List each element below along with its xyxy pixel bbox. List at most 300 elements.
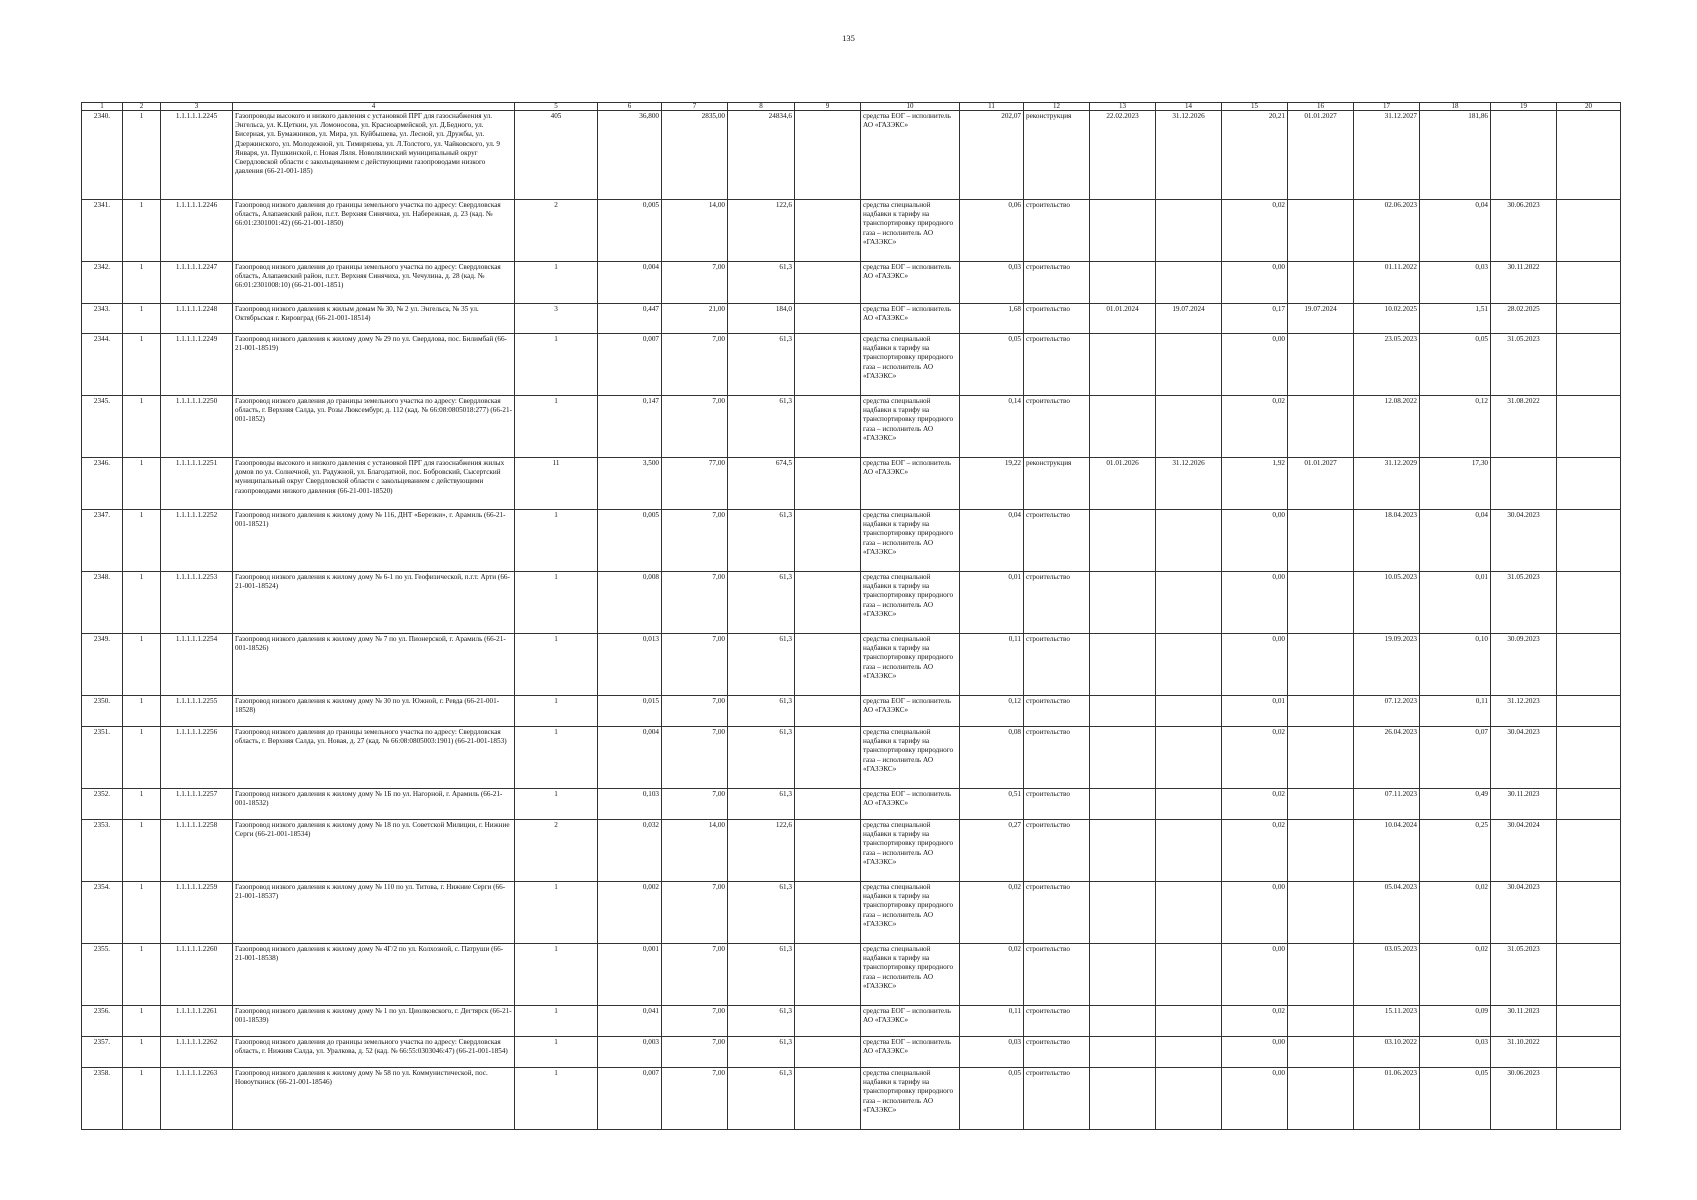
cell-start-date: 01.01.2026 — [1090, 458, 1156, 510]
cell-col16: 01.01.2027 — [1288, 111, 1354, 200]
cell-col11: 0,03 — [960, 1037, 1024, 1068]
cell-work-type: строительство — [1024, 334, 1090, 396]
cell-col19 — [1491, 111, 1557, 200]
cell-col15: 0,01 — [1222, 696, 1288, 727]
cell-col5: 1 — [515, 634, 598, 696]
cell-col20 — [1557, 634, 1621, 696]
cell-group: 1 — [123, 111, 161, 200]
cell-description: Газопровод низкого давления к жилому дому № 110 по ул. Титова, г. Нижние Серги (66-21-001-18537) — [233, 882, 515, 944]
cell-col19: 30.06.2023 — [1491, 1068, 1557, 1130]
cell-col7: 7,00 — [662, 882, 728, 944]
cell-col18: 0,02 — [1420, 882, 1491, 944]
cell-col8: 61,3 — [728, 1037, 795, 1068]
cell-funding-source: средства специальной надбавки к тарифу на транспортировку природного газа – исполнитель АО «ГАЗЭКС» — [861, 200, 960, 262]
cell-col11: 0,05 — [960, 1068, 1024, 1130]
cell-col8: 61,3 — [728, 944, 795, 1006]
cell-description: Газопровод низкого давления до границы земельного участка по адресу: Свердловская область, г. Верхняя Салда, ул. Розы Люксембург, д. 112 (кад. № 66:08:0805018:277) (66-21-001-1852) — [233, 396, 515, 458]
cell-col19: 31.10.2022 — [1491, 1037, 1557, 1068]
table-row — [82, 334, 1621, 396]
cell-col7: 7,00 — [662, 1037, 728, 1068]
cell-col7: 7,00 — [662, 510, 728, 572]
cell-col6: 0,008 — [598, 572, 662, 634]
cell-work-type: строительство — [1024, 572, 1090, 634]
cell-col6: 0,007 — [598, 334, 662, 396]
cell-col18: 17,30 — [1420, 458, 1491, 510]
cell-funding-source: средства специальной надбавки к тарифу на транспортировку природного газа – исполнитель АО «ГАЗЭКС» — [861, 396, 960, 458]
cell-group: 1 — [123, 820, 161, 882]
cell-end-date: 31.12.2026 — [1156, 111, 1222, 200]
cell-funding-source: средства специальной надбавки к тарифу на транспортировку природного газа – исполнитель АО «ГАЗЭКС» — [861, 944, 960, 1006]
cell-work-type: строительство — [1024, 304, 1090, 334]
table-row — [82, 572, 1621, 634]
cell-col7: 77,00 — [662, 458, 728, 510]
cell-col20 — [1557, 820, 1621, 882]
cell-row-number: 2353. — [82, 820, 123, 882]
cell-col5: 405 — [515, 111, 598, 200]
cell-col18: 0,25 — [1420, 820, 1491, 882]
cell-work-type: строительство — [1024, 262, 1090, 304]
cell-row-number: 2343. — [82, 304, 123, 334]
cell-commission-date: 19.09.2023 — [1354, 634, 1420, 696]
cell-group: 1 — [123, 1006, 161, 1037]
cell-code: 1.1.1.1.1.2262 — [161, 1037, 233, 1068]
cell-col15: 0,17 — [1222, 304, 1288, 334]
column-number-header-row — [82, 103, 1621, 111]
cell-col15: 0,02 — [1222, 396, 1288, 458]
cell-work-type: строительство — [1024, 1006, 1090, 1037]
cell-col9 — [795, 727, 861, 789]
cell-col18: 0,11 — [1420, 696, 1491, 727]
cell-start-date — [1090, 634, 1156, 696]
cell-group: 1 — [123, 696, 161, 727]
cell-col16 — [1288, 882, 1354, 944]
cell-end-date — [1156, 200, 1222, 262]
cell-code: 1.1.1.1.1.2259 — [161, 882, 233, 944]
cell-col18: 0,01 — [1420, 572, 1491, 634]
cell-start-date — [1090, 200, 1156, 262]
cell-code: 1.1.1.1.1.2254 — [161, 634, 233, 696]
cell-col7: 7,00 — [662, 634, 728, 696]
cell-col7: 21,00 — [662, 304, 728, 334]
cell-col18: 0,05 — [1420, 1068, 1491, 1130]
cell-group: 1 — [123, 304, 161, 334]
cell-col20 — [1557, 334, 1621, 396]
header-cell-20: 20 — [1557, 103, 1621, 111]
cell-col9 — [795, 634, 861, 696]
cell-col7: 7,00 — [662, 396, 728, 458]
investment-program-table-container — [81, 102, 1621, 1130]
cell-description: Газопровод низкого давления до границы земельного участка по адресу: Свердловская область, Алапаевский район, п.г.т. Верхняя Синячиха, ул. Чечулина, д. 28 (кад. № 66:01:2301008:10) (66-21-001-1851) — [233, 262, 515, 304]
cell-col11: 0,12 — [960, 696, 1024, 727]
cell-start-date — [1090, 727, 1156, 789]
cell-col8: 61,3 — [728, 634, 795, 696]
cell-col6: 0,103 — [598, 789, 662, 820]
cell-work-type: строительство — [1024, 820, 1090, 882]
cell-code: 1.1.1.1.1.2249 — [161, 334, 233, 396]
table-row — [82, 262, 1621, 304]
cell-commission-date: 18.04.2023 — [1354, 510, 1420, 572]
header-cell-11: 11 — [960, 103, 1024, 111]
cell-col9 — [795, 111, 861, 200]
cell-row-number: 2350. — [82, 696, 123, 727]
cell-work-type: строительство — [1024, 396, 1090, 458]
cell-col19: 31.12.2023 — [1491, 696, 1557, 727]
cell-col9 — [795, 1037, 861, 1068]
cell-col9 — [795, 304, 861, 334]
cell-col8: 61,3 — [728, 789, 795, 820]
cell-col6: 0,001 — [598, 944, 662, 1006]
cell-col8: 61,3 — [728, 572, 795, 634]
cell-funding-source: средства ЕОГ – исполнитель АО «ГАЗЭКС» — [861, 1006, 960, 1037]
cell-col19 — [1491, 458, 1557, 510]
cell-col16 — [1288, 696, 1354, 727]
cell-col18: 0,10 — [1420, 634, 1491, 696]
cell-group: 1 — [123, 510, 161, 572]
header-cell-10: 10 — [861, 103, 960, 111]
cell-start-date — [1090, 1068, 1156, 1130]
cell-description: Газопровод низкого давления к жилому дому № 4Г/2 по ул. Колхозной, с. Патруши (66-21-001-18538) — [233, 944, 515, 1006]
cell-end-date — [1156, 727, 1222, 789]
cell-description: Газопровод низкого давления до границы земельного участка по адресу: Свердловская область, г. Нижняя Салда, ул. Уралкова, д. 52 (кад. № 66:55:0303046:47) (66-21-001-1854) — [233, 1037, 515, 1068]
cell-col11: 0,06 — [960, 200, 1024, 262]
cell-code: 1.1.1.1.1.2245 — [161, 111, 233, 200]
cell-col6: 36,800 — [598, 111, 662, 200]
cell-col15: 0,02 — [1222, 789, 1288, 820]
cell-row-number: 2356. — [82, 1006, 123, 1037]
table-row — [82, 634, 1621, 696]
cell-funding-source: средства специальной надбавки к тарифу на транспортировку природного газа – исполнитель АО «ГАЗЭКС» — [861, 510, 960, 572]
cell-col19: 30.06.2023 — [1491, 200, 1557, 262]
cell-commission-date: 07.12.2023 — [1354, 696, 1420, 727]
cell-col16: 19.07.2024 — [1288, 304, 1354, 334]
cell-end-date — [1156, 510, 1222, 572]
header-cell-6: 6 — [598, 103, 662, 111]
cell-code: 1.1.1.1.1.2257 — [161, 789, 233, 820]
cell-col16 — [1288, 200, 1354, 262]
table-row — [82, 1006, 1621, 1037]
cell-col16 — [1288, 334, 1354, 396]
cell-row-number: 2355. — [82, 944, 123, 1006]
cell-col11: 0,01 — [960, 572, 1024, 634]
cell-col18: 0,03 — [1420, 262, 1491, 304]
cell-commission-date: 01.11.2022 — [1354, 262, 1420, 304]
cell-commission-date: 07.11.2023 — [1354, 789, 1420, 820]
cell-col15: 0,00 — [1222, 1037, 1288, 1068]
cell-col5: 1 — [515, 396, 598, 458]
cell-start-date — [1090, 1006, 1156, 1037]
cell-col11: 0,51 — [960, 789, 1024, 820]
cell-col7: 7,00 — [662, 1006, 728, 1037]
cell-code: 1.1.1.1.1.2251 — [161, 458, 233, 510]
cell-col9 — [795, 200, 861, 262]
cell-commission-date: 03.05.2023 — [1354, 944, 1420, 1006]
cell-work-type: строительство — [1024, 634, 1090, 696]
cell-work-type: реконструкция — [1024, 458, 1090, 510]
cell-funding-source: средства специальной надбавки к тарифу на транспортировку природного газа – исполнитель АО «ГАЗЭКС» — [861, 572, 960, 634]
cell-end-date — [1156, 882, 1222, 944]
cell-col8: 61,3 — [728, 510, 795, 572]
cell-col7: 7,00 — [662, 334, 728, 396]
cell-funding-source: средства ЕОГ – исполнитель АО «ГАЗЭКС» — [861, 1037, 960, 1068]
cell-col6: 0,005 — [598, 200, 662, 262]
cell-end-date: 31.12.2026 — [1156, 458, 1222, 510]
cell-description: Газопроводы высокого и низкого давления с установкой ПРГ для газоснабжения ул. Энгельса, ул. К.Цеткин, ул. Ломоносова, ул. Красноармейской, ул. Д.Бедного, ул. Бисерная, ул. Бумажников, ул. Мира, ул. Куйбышева, ул. Лесной, ул. Дружбы, ул. Дзержинского, ул. Молодежной, ул. Тимирязева, ул. Л.Толстого, ул. Чайковского, ул. 9 Января, ул. Пушкинской, г. Новая Ляля. Новолялинский муниципальный округ Свердловской области с закольцеванием с действующими газопроводами низкого давления (66-21-001-185) — [233, 111, 515, 200]
cell-col11: 0,03 — [960, 262, 1024, 304]
cell-funding-source: средства специальной надбавки к тарифу на транспортировку природного газа – исполнитель АО «ГАЗЭКС» — [861, 1068, 960, 1130]
cell-col15: 0,02 — [1222, 1006, 1288, 1037]
cell-col8: 61,3 — [728, 882, 795, 944]
cell-col16 — [1288, 1068, 1354, 1130]
cell-code: 1.1.1.1.1.2250 — [161, 396, 233, 458]
cell-col16 — [1288, 510, 1354, 572]
cell-end-date — [1156, 944, 1222, 1006]
cell-row-number: 2342. — [82, 262, 123, 304]
cell-work-type: строительство — [1024, 696, 1090, 727]
cell-row-number: 2340. — [82, 111, 123, 200]
cell-col6: 0,002 — [598, 882, 662, 944]
cell-start-date — [1090, 820, 1156, 882]
cell-row-number: 2344. — [82, 334, 123, 396]
header-cell-4: 4 — [233, 103, 515, 111]
cell-col6: 0,013 — [598, 634, 662, 696]
cell-description: Газопровод низкого давления к жилому дому № 30 по ул. Южной, г. Ревда (66-21-001-18528) — [233, 696, 515, 727]
cell-col11: 19,22 — [960, 458, 1024, 510]
cell-col16 — [1288, 727, 1354, 789]
cell-col11: 0,11 — [960, 634, 1024, 696]
cell-col6: 0,032 — [598, 820, 662, 882]
cell-work-type: строительство — [1024, 944, 1090, 1006]
cell-col20 — [1557, 396, 1621, 458]
cell-end-date — [1156, 572, 1222, 634]
cell-col19: 30.11.2023 — [1491, 1006, 1557, 1037]
cell-col20 — [1557, 1006, 1621, 1037]
header-cell-15: 15 — [1222, 103, 1288, 111]
cell-col7: 7,00 — [662, 696, 728, 727]
cell-group: 1 — [123, 882, 161, 944]
cell-col9 — [795, 1068, 861, 1130]
cell-col16 — [1288, 634, 1354, 696]
header-cell-8: 8 — [728, 103, 795, 111]
cell-start-date — [1090, 262, 1156, 304]
cell-end-date: 19.07.2024 — [1156, 304, 1222, 334]
cell-col9 — [795, 458, 861, 510]
cell-col8: 61,3 — [728, 1068, 795, 1130]
cell-col20 — [1557, 696, 1621, 727]
cell-work-type: реконструкция — [1024, 111, 1090, 200]
cell-col18: 181,86 — [1420, 111, 1491, 200]
cell-commission-date: 12.08.2022 — [1354, 396, 1420, 458]
header-cell-13: 13 — [1090, 103, 1156, 111]
cell-start-date — [1090, 882, 1156, 944]
table-row — [82, 396, 1621, 458]
cell-end-date — [1156, 1037, 1222, 1068]
cell-work-type: строительство — [1024, 882, 1090, 944]
cell-col6: 0,015 — [598, 696, 662, 727]
header-cell-7: 7 — [662, 103, 728, 111]
cell-start-date — [1090, 789, 1156, 820]
cell-col19: 31.05.2023 — [1491, 572, 1557, 634]
cell-group: 1 — [123, 458, 161, 510]
cell-col8: 61,3 — [728, 1006, 795, 1037]
cell-funding-source: средства специальной надбавки к тарифу на транспортировку природного газа – исполнитель АО «ГАЗЭКС» — [861, 634, 960, 696]
cell-commission-date: 05.04.2023 — [1354, 882, 1420, 944]
cell-col19: 30.11.2023 — [1491, 789, 1557, 820]
cell-row-number: 2346. — [82, 458, 123, 510]
cell-col19: 30.11.2022 — [1491, 262, 1557, 304]
cell-row-number: 2341. — [82, 200, 123, 262]
cell-col5: 1 — [515, 696, 598, 727]
cell-col20 — [1557, 510, 1621, 572]
cell-work-type: строительство — [1024, 789, 1090, 820]
cell-end-date — [1156, 334, 1222, 396]
cell-end-date — [1156, 1068, 1222, 1130]
cell-code: 1.1.1.1.1.2256 — [161, 727, 233, 789]
table-row — [82, 944, 1621, 1006]
cell-commission-date: 10.05.2023 — [1354, 572, 1420, 634]
cell-commission-date: 01.06.2023 — [1354, 1068, 1420, 1130]
cell-col8: 184,0 — [728, 304, 795, 334]
table-row — [82, 1068, 1621, 1130]
cell-col15: 0,02 — [1222, 727, 1288, 789]
cell-col8: 24834,6 — [728, 111, 795, 200]
cell-col11: 0,05 — [960, 334, 1024, 396]
cell-start-date — [1090, 696, 1156, 727]
cell-col15: 0,00 — [1222, 572, 1288, 634]
cell-col9 — [795, 789, 861, 820]
cell-col18: 0,04 — [1420, 200, 1491, 262]
cell-col11: 0,11 — [960, 1006, 1024, 1037]
cell-col16 — [1288, 262, 1354, 304]
cell-end-date — [1156, 820, 1222, 882]
cell-col20 — [1557, 1037, 1621, 1068]
cell-col11: 202,07 — [960, 111, 1024, 200]
cell-row-number: 2357. — [82, 1037, 123, 1068]
cell-col5: 1 — [515, 572, 598, 634]
cell-col5: 11 — [515, 458, 598, 510]
cell-col16 — [1288, 396, 1354, 458]
table-row — [82, 458, 1621, 510]
cell-col7: 14,00 — [662, 820, 728, 882]
cell-group: 1 — [123, 572, 161, 634]
cell-col16 — [1288, 1037, 1354, 1068]
cell-start-date: 01.01.2024 — [1090, 304, 1156, 334]
header-cell-1: 1 — [82, 103, 123, 111]
table-row — [82, 111, 1621, 200]
cell-commission-date: 31.12.2027 — [1354, 111, 1420, 200]
cell-col18: 1,51 — [1420, 304, 1491, 334]
cell-col7: 7,00 — [662, 1068, 728, 1130]
cell-group: 1 — [123, 396, 161, 458]
cell-col9 — [795, 334, 861, 396]
cell-row-number: 2354. — [82, 882, 123, 944]
cell-col6: 0,041 — [598, 1006, 662, 1037]
header-cell-14: 14 — [1156, 103, 1222, 111]
cell-code: 1.1.1.1.1.2253 — [161, 572, 233, 634]
cell-group: 1 — [123, 1068, 161, 1130]
cell-col15: 0,00 — [1222, 634, 1288, 696]
header-cell-16: 16 — [1288, 103, 1354, 111]
cell-funding-source: средства ЕОГ – исполнитель АО «ГАЗЭКС» — [861, 262, 960, 304]
cell-col20 — [1557, 727, 1621, 789]
cell-col15: 0,00 — [1222, 262, 1288, 304]
table-row — [82, 696, 1621, 727]
cell-col8: 674,5 — [728, 458, 795, 510]
cell-col18: 0,02 — [1420, 944, 1491, 1006]
cell-col15: 0,00 — [1222, 944, 1288, 1006]
cell-col7: 2835,00 — [662, 111, 728, 200]
cell-col16 — [1288, 1006, 1354, 1037]
cell-col9 — [795, 510, 861, 572]
header-cell-5: 5 — [515, 103, 598, 111]
cell-commission-date: 15.11.2023 — [1354, 1006, 1420, 1037]
cell-col18: 0,12 — [1420, 396, 1491, 458]
cell-col7: 14,00 — [662, 200, 728, 262]
cell-group: 1 — [123, 262, 161, 304]
cell-col20 — [1557, 111, 1621, 200]
cell-col6: 0,003 — [598, 1037, 662, 1068]
header-cell-18: 18 — [1420, 103, 1491, 111]
cell-col15: 1,92 — [1222, 458, 1288, 510]
cell-col20 — [1557, 262, 1621, 304]
cell-start-date — [1090, 1037, 1156, 1068]
cell-description: Газопровод низкого давления к жилому дому № 58 по ул. Коммунистической, пос. Новоуткинск (66-21-001-18546) — [233, 1068, 515, 1130]
cell-row-number: 2348. — [82, 572, 123, 634]
cell-group: 1 — [123, 1037, 161, 1068]
cell-col5: 1 — [515, 262, 598, 304]
cell-col8: 122,6 — [728, 820, 795, 882]
cell-col6: 0,004 — [598, 727, 662, 789]
cell-col18: 0,04 — [1420, 510, 1491, 572]
cell-col7: 7,00 — [662, 944, 728, 1006]
cell-code: 1.1.1.1.1.2263 — [161, 1068, 233, 1130]
cell-col16 — [1288, 572, 1354, 634]
cell-col5: 1 — [515, 882, 598, 944]
cell-start-date — [1090, 396, 1156, 458]
cell-col16 — [1288, 820, 1354, 882]
cell-col7: 7,00 — [662, 572, 728, 634]
cell-end-date — [1156, 262, 1222, 304]
cell-col18: 0,07 — [1420, 727, 1491, 789]
cell-row-number: 2347. — [82, 510, 123, 572]
cell-work-type: строительство — [1024, 200, 1090, 262]
cell-row-number: 2349. — [82, 634, 123, 696]
header-cell-9: 9 — [795, 103, 861, 111]
cell-work-type: строительство — [1024, 727, 1090, 789]
cell-col8: 61,3 — [728, 396, 795, 458]
cell-col11: 0,27 — [960, 820, 1024, 882]
cell-end-date — [1156, 1006, 1222, 1037]
cell-col6: 0,147 — [598, 396, 662, 458]
table-row — [82, 727, 1621, 789]
header-cell-3: 3 — [161, 103, 233, 111]
header-cell-12: 12 — [1024, 103, 1090, 111]
cell-col9 — [795, 1006, 861, 1037]
cell-funding-source: средства специальной надбавки к тарифу на транспортировку природного газа – исполнитель АО «ГАЗЭКС» — [861, 882, 960, 944]
page-number: 135 — [842, 33, 855, 43]
cell-col11: 0,02 — [960, 882, 1024, 944]
header-cell-2: 2 — [123, 103, 161, 111]
cell-col15: 0,02 — [1222, 200, 1288, 262]
cell-col6: 0,447 — [598, 304, 662, 334]
cell-col9 — [795, 882, 861, 944]
cell-col16 — [1288, 944, 1354, 1006]
header-cell-17: 17 — [1354, 103, 1420, 111]
cell-row-number: 2345. — [82, 396, 123, 458]
cell-code: 1.1.1.1.1.2258 — [161, 820, 233, 882]
cell-col11: 0,14 — [960, 396, 1024, 458]
cell-col18: 0,05 — [1420, 334, 1491, 396]
cell-code: 1.1.1.1.1.2261 — [161, 1006, 233, 1037]
